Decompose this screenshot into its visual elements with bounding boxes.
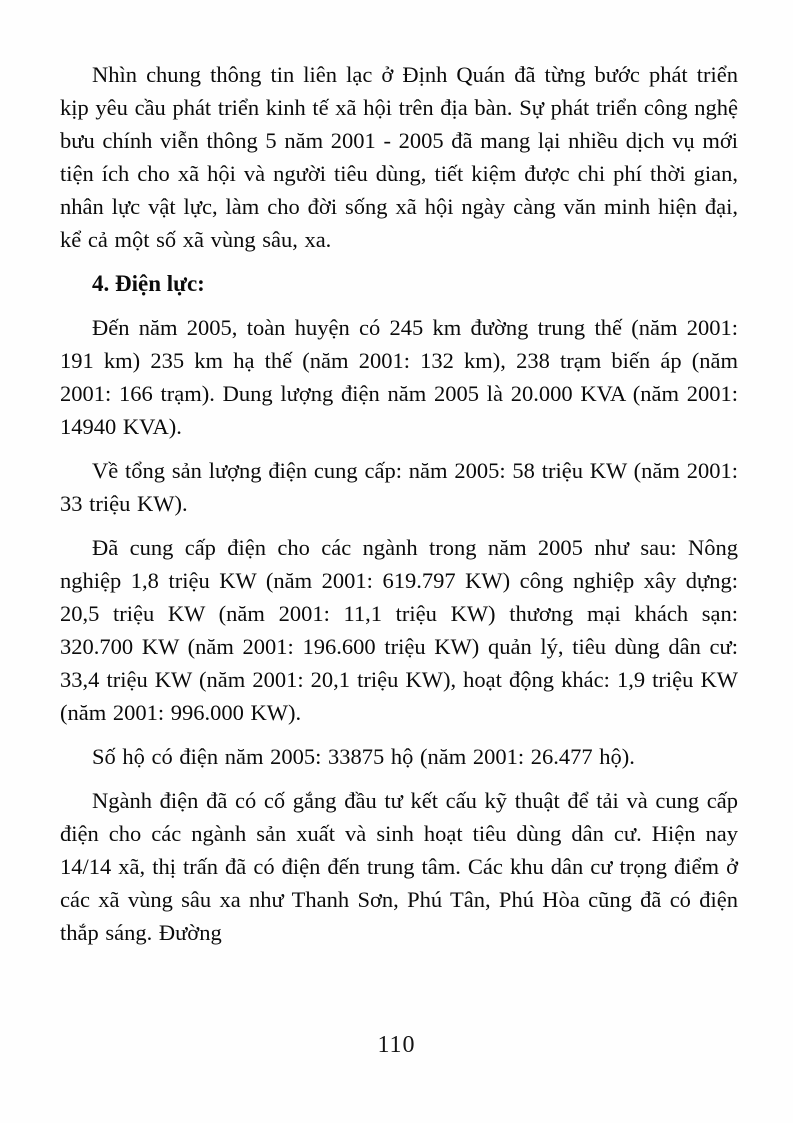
text-block xyxy=(60,58,738,960)
paragraph-households-with-power: Số hộ có điện năm 2005: 33875 hộ (năm 2001: 26.477 hộ). xyxy=(92,744,635,769)
paragraph-sector-supply: Đã cung cấp điện cho các ngành trong năm 2005 như sau: Nông nghiệp 1,8 triệu KW (năm 2001: 619.797 KW) công nghiệp xây dựng: 20,5 triệu KW (năm 2001: 11,1 triệu KW) thương mại khách sạn: 320.700 KW (năm 2001: 196.600 triệu KW) quản lý, tiêu dùng dân cư: 33,4 triệu KW (năm 2001: 20,1 triệu KW), hoạt động khác: 1,9 triệu KW (năm 2001: 996.000 KW). xyxy=(60,535,738,725)
paragraph-grid-investment: Ngành điện đã có cố gắng đầu tư kết cấu kỹ thuật để tải và cung cấp điện cho các ngành sản xuất và sinh hoạt tiêu dùng dân cư. Hiện nay 14/14 xã, thị trấn đã có điện đến trung tâm. Các khu dân cư trọng điểm ở các xã vùng sâu xa như Thanh Sơn, Phú Tân, Phú Hòa cũng đã có điện thắp sáng. Đường xyxy=(60,788,738,945)
page-number: 110 xyxy=(377,1032,416,1058)
paragraph-total-output: Về tổng sản lượng điện cung cấp: năm 2005: 58 triệu KW (năm 2001: 33 triệu KW). xyxy=(60,458,738,516)
paragraph-telecom-summary: Nhìn chung thông tin liên lạc ở Định Quán đã từng bước phát triển kịp yêu cầu phát triển kinh tế xã hội trên địa bàn. Sự phát triển công nghệ bưu chính viễn thông 5 năm 2001 - 2005 đã mang lại nhiều dịch vụ mới tiện ích cho xã hội và người tiêu dùng, tiết kiệm được chi phí thời gian, nhân lực vật lực, làm cho đời sống xã hội ngày càng văn minh hiện đại, kể cả một số xã vùng sâu, xa. xyxy=(60,62,738,252)
section-heading-dien-luc: 4. Điện lực: xyxy=(92,271,205,296)
paragraph-grid-stats: Đến năm 2005, toàn huyện có 245 km đường trung thế (năm 2001: 191 km) 235 km hạ thế (năm 2001: 132 km), 238 trạm biến áp (năm 2001: 166 trạm). Dung lượng điện năm 2005 là 20.000 KVA (năm 2001: 14940 KVA). xyxy=(60,315,738,439)
